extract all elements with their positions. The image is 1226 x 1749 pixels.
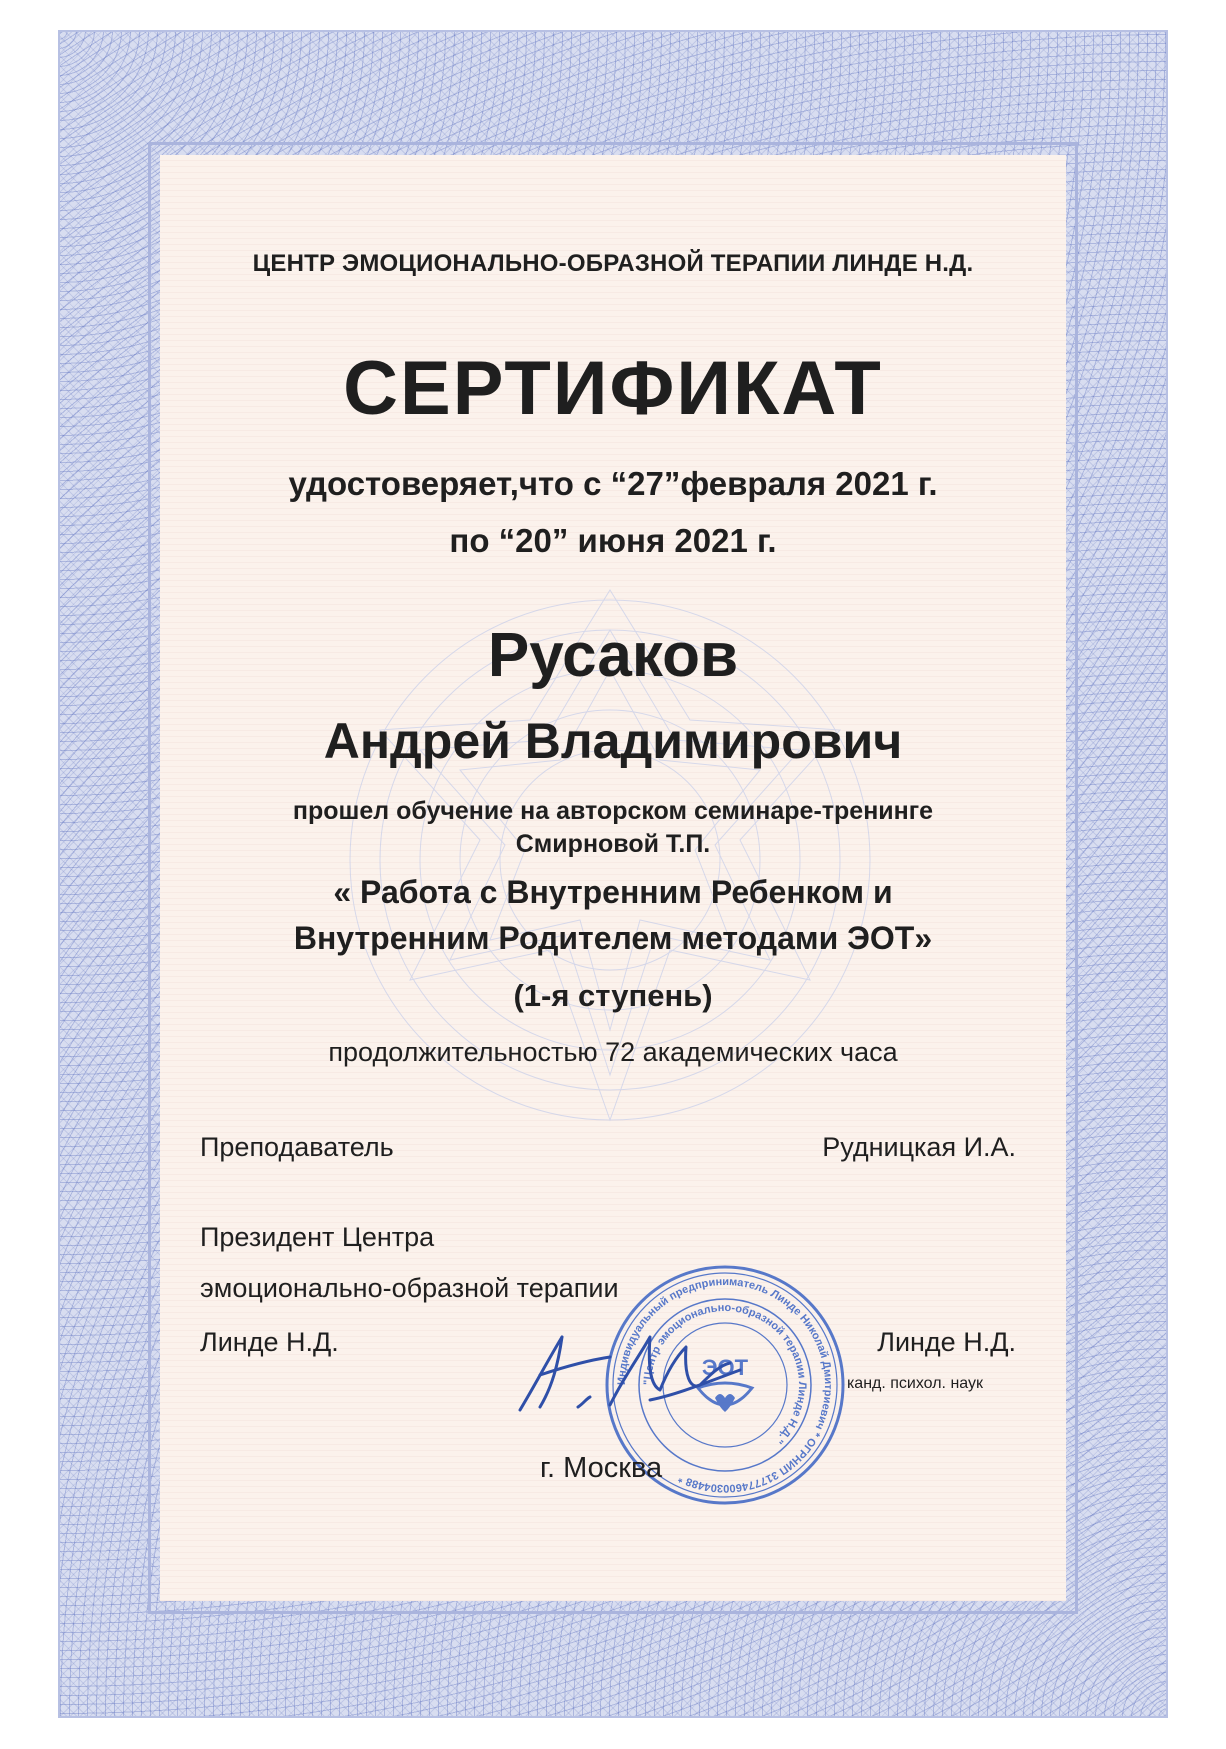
stamp-outer-text: Индивидуальный предприниматель Линде Николай Дмитриевич * ОГРНИП 317774600304488 * <box>615 1275 835 1495</box>
president-title-line-1: Президент Центра <box>200 1222 435 1252</box>
teacher-label: Преподаватель <box>200 1132 394 1162</box>
course-title-line-2: Внутренним Родителем методами ЭОТ» <box>293 920 933 956</box>
signature-icon <box>500 1315 760 1425</box>
completed-training-line: прошел обучение на авторском семинаре-тренинге <box>292 797 934 825</box>
course-title-line-1: « Работа с Внутренним Ребенком и <box>333 874 893 910</box>
organization-name: ЦЕНТР ЭМОЦИОНАЛЬНО-ОБРАЗНОЙ ТЕРАПИИ ЛИНДЕ Н.Д. <box>252 250 974 277</box>
course-level: (1-я ступень) <box>513 978 713 1013</box>
certificate-title: СЕРТИФИКАТ <box>343 346 883 431</box>
recipient-surname: Русаков <box>487 621 739 690</box>
teacher-name: Рудницкая И.А. <box>822 1132 1016 1162</box>
period-to: по “20” июня 2021 г. <box>449 522 777 559</box>
seminar-author: Смирновой Т.П. <box>515 830 711 858</box>
president-degree: канд. психол. наук <box>846 1375 983 1392</box>
course-duration: продолжительностью 72 академических часа <box>328 1037 898 1067</box>
president-name: Линде Н.Д. <box>877 1327 1016 1357</box>
president-title-line-3: Линде Н.Д. <box>200 1327 339 1357</box>
city: г. Москва <box>540 1452 663 1484</box>
recipient-given-names: Андрей Владимирович <box>323 713 903 769</box>
president-title-line-2: эмоционально-образной терапии <box>200 1273 619 1303</box>
stamp-center-text: ЭОТ <box>701 1355 749 1380</box>
stamp-inner-text: "Центр эмоционально-образной терапии Линде Н.Д." <box>641 1301 809 1446</box>
certifies-period-from: удостоверяет,что с “27”февраля 2021 г. <box>288 465 938 502</box>
